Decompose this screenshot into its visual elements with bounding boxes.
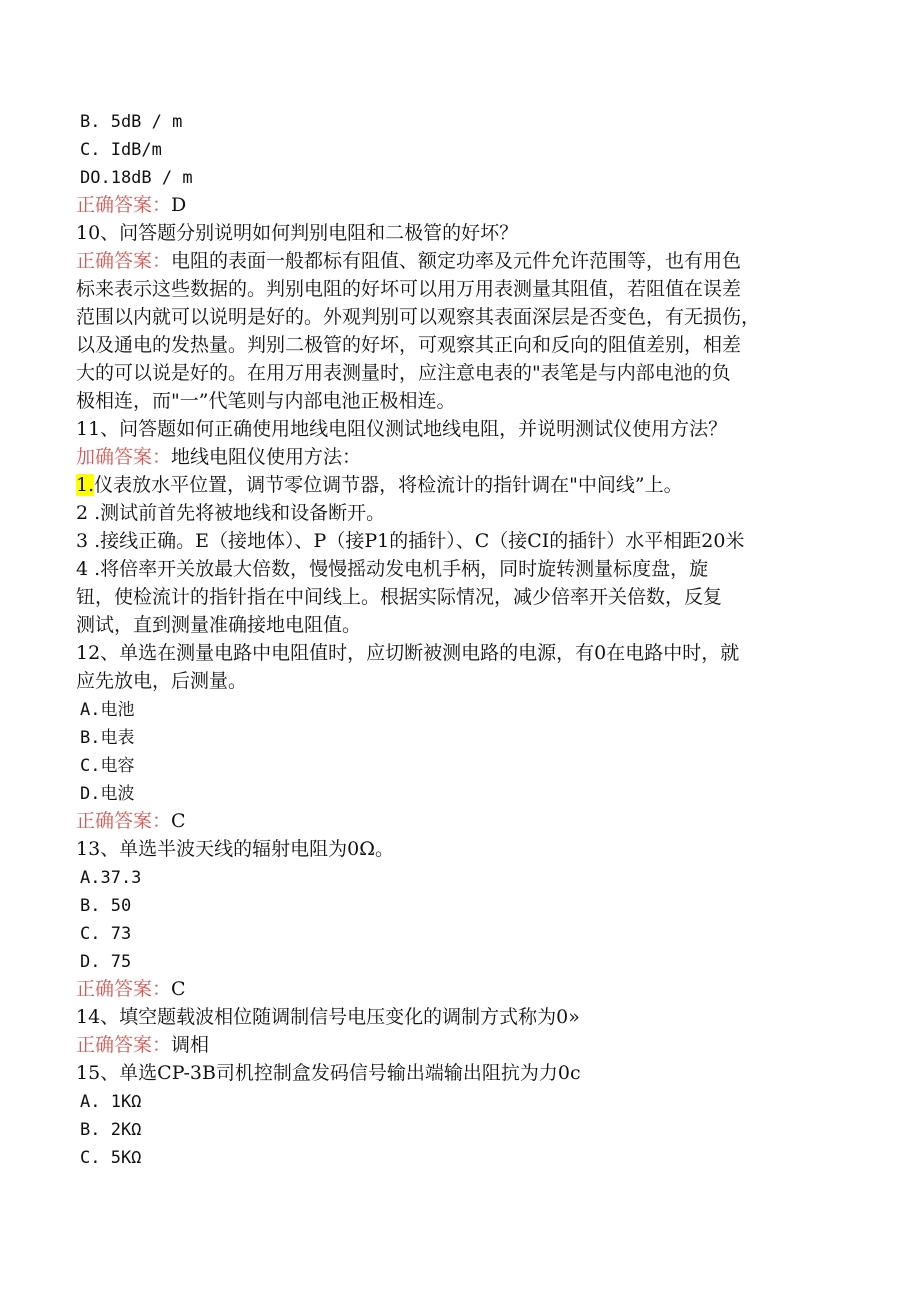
option-line xyxy=(76,863,846,891)
text-line xyxy=(76,219,846,247)
text-line xyxy=(76,555,846,583)
text-line xyxy=(76,527,846,555)
option-text: A.电池 xyxy=(80,700,135,720)
option-text: D. 75 xyxy=(80,952,132,972)
option-text: D.电波 xyxy=(80,784,135,804)
option-line xyxy=(76,107,846,135)
answer-line xyxy=(76,975,846,1003)
answer-line xyxy=(76,247,846,275)
body-text: 标来表示这些数据的。判别电阻的好坏可以用万用表测量其阻值，若阻值在误差 xyxy=(76,278,742,300)
text-line xyxy=(76,303,846,331)
option-line xyxy=(76,1143,846,1171)
answer-line xyxy=(76,1031,846,1059)
text-line xyxy=(76,1003,846,1031)
option-line xyxy=(76,751,846,779)
option-line xyxy=(76,135,846,163)
option-text: B. 2KΩ xyxy=(80,1120,142,1140)
text-line xyxy=(76,611,846,639)
text-line xyxy=(76,499,846,527)
option-line xyxy=(76,779,846,807)
option-line xyxy=(76,723,846,751)
body-text: 测试，直到测量准确接地电阻值。 xyxy=(76,614,362,636)
answer-line xyxy=(76,443,846,471)
option-text: B. 50 xyxy=(80,896,132,916)
option-line xyxy=(76,891,846,919)
answer-text: 地线电阻仪使用方法： xyxy=(171,446,362,468)
body-text: 14、填空题载波相位随调制信号电压变化的调制方式称为0» xyxy=(76,1006,580,1028)
body-text: 大的可以说是好的。在用万用表测量时，应注意电表的"表笔是与内部电池的负 xyxy=(76,362,731,384)
body-text: 4 .将倍率开关放最大倍数，慢慢摇动发电机手柄，同时旋转测量标度盘，旋 xyxy=(76,558,709,580)
text-line xyxy=(76,835,846,863)
option-text: B. 5dB / m xyxy=(80,112,183,132)
body-text: 10、问答题分别说明如何判别电阻和二极管的好坏？ xyxy=(76,222,519,244)
text-line xyxy=(76,583,846,611)
option-line xyxy=(76,1087,846,1115)
body-text: 范围以内就可以说明是好的。外观判别可以观察其表面深层是否变色，有无损伤， xyxy=(76,306,761,328)
answer-text: C xyxy=(171,978,186,1000)
body-text: 11、问答题如何正确使用地线电阻仪测试地线电阻，并说明测试仪使用方法？ xyxy=(76,418,728,440)
body-text: 2 .测试前首先将被地线和设备断开。 xyxy=(76,502,386,524)
answer-text: 电阻的表面一般都标有阻值、额定功率及元件允许范围等，也有用色 xyxy=(171,250,742,272)
body-text: 以及通电的发热量。判别二极管的好坏，可观察其正向和反向的阻值差别，相差 xyxy=(76,334,742,356)
text-line xyxy=(76,275,846,303)
highlighted-line xyxy=(76,471,846,499)
answer-label: 正确答案： xyxy=(76,978,172,1000)
option-text: DO.18dB / m xyxy=(80,168,193,188)
option-text: A. 1KΩ xyxy=(80,1092,142,1112)
answer-text: C xyxy=(171,810,186,832)
body-text: 3 .接线正确。E（接地体）、P（接P1的插针）、C（接CI的插针）水平相距20米 xyxy=(76,530,745,552)
body-text: 应先放电，后测量。 xyxy=(76,670,248,692)
highlight-mark: 1. xyxy=(76,474,95,496)
option-line xyxy=(76,1115,846,1143)
text-line xyxy=(76,387,846,415)
body-text: 仪表放水平位置，调节零位调节器，将检流计的指针调在"中间线”上。 xyxy=(94,474,683,496)
answer-line xyxy=(76,807,846,835)
answer-label: 正确答案： xyxy=(76,810,172,832)
option-text: A.37.3 xyxy=(80,868,142,888)
text-line xyxy=(76,1059,846,1087)
option-line xyxy=(76,919,846,947)
answer-label: 加确答案： xyxy=(76,446,172,468)
answer-label: 正确答案： xyxy=(76,194,172,216)
option-text: C. IdB/m xyxy=(80,140,162,160)
body-text: 12、单选在测量电路中电阻值时，应切断被测电路的电源，有0在电路中时，就 xyxy=(76,642,740,664)
option-line xyxy=(76,695,846,723)
option-text: C. 5KΩ xyxy=(80,1148,142,1168)
text-line xyxy=(76,667,846,695)
body-text: 15、单选CP-3B司机控制盒发码信号输出端输出阻抗为力0c xyxy=(76,1062,581,1084)
body-text: 钮，使检流计的指针指在中间线上。根据实际情况，减少倍率开关倍数，反复 xyxy=(76,586,723,608)
answer-line xyxy=(76,191,846,219)
text-line xyxy=(76,639,846,667)
answer-text: D xyxy=(171,194,187,216)
option-text: C. 73 xyxy=(80,924,132,944)
text-line xyxy=(76,359,846,387)
answer-label: 正确答案： xyxy=(76,1034,172,1056)
answer-text: 调相 xyxy=(171,1034,210,1056)
option-text: C.电容 xyxy=(80,756,135,776)
option-line xyxy=(76,947,846,975)
text-line xyxy=(76,331,846,359)
document-page xyxy=(76,107,846,1171)
text-line xyxy=(76,415,846,443)
answer-label: 正确答案： xyxy=(76,250,172,272)
option-line xyxy=(76,163,846,191)
body-text: 极相连，而"一”代笔则与内部电池正极相连。 xyxy=(76,390,456,412)
option-text: B.电表 xyxy=(80,728,135,748)
body-text: 13、单选半波天线的辐射电阻为0Ω。 xyxy=(76,838,395,860)
